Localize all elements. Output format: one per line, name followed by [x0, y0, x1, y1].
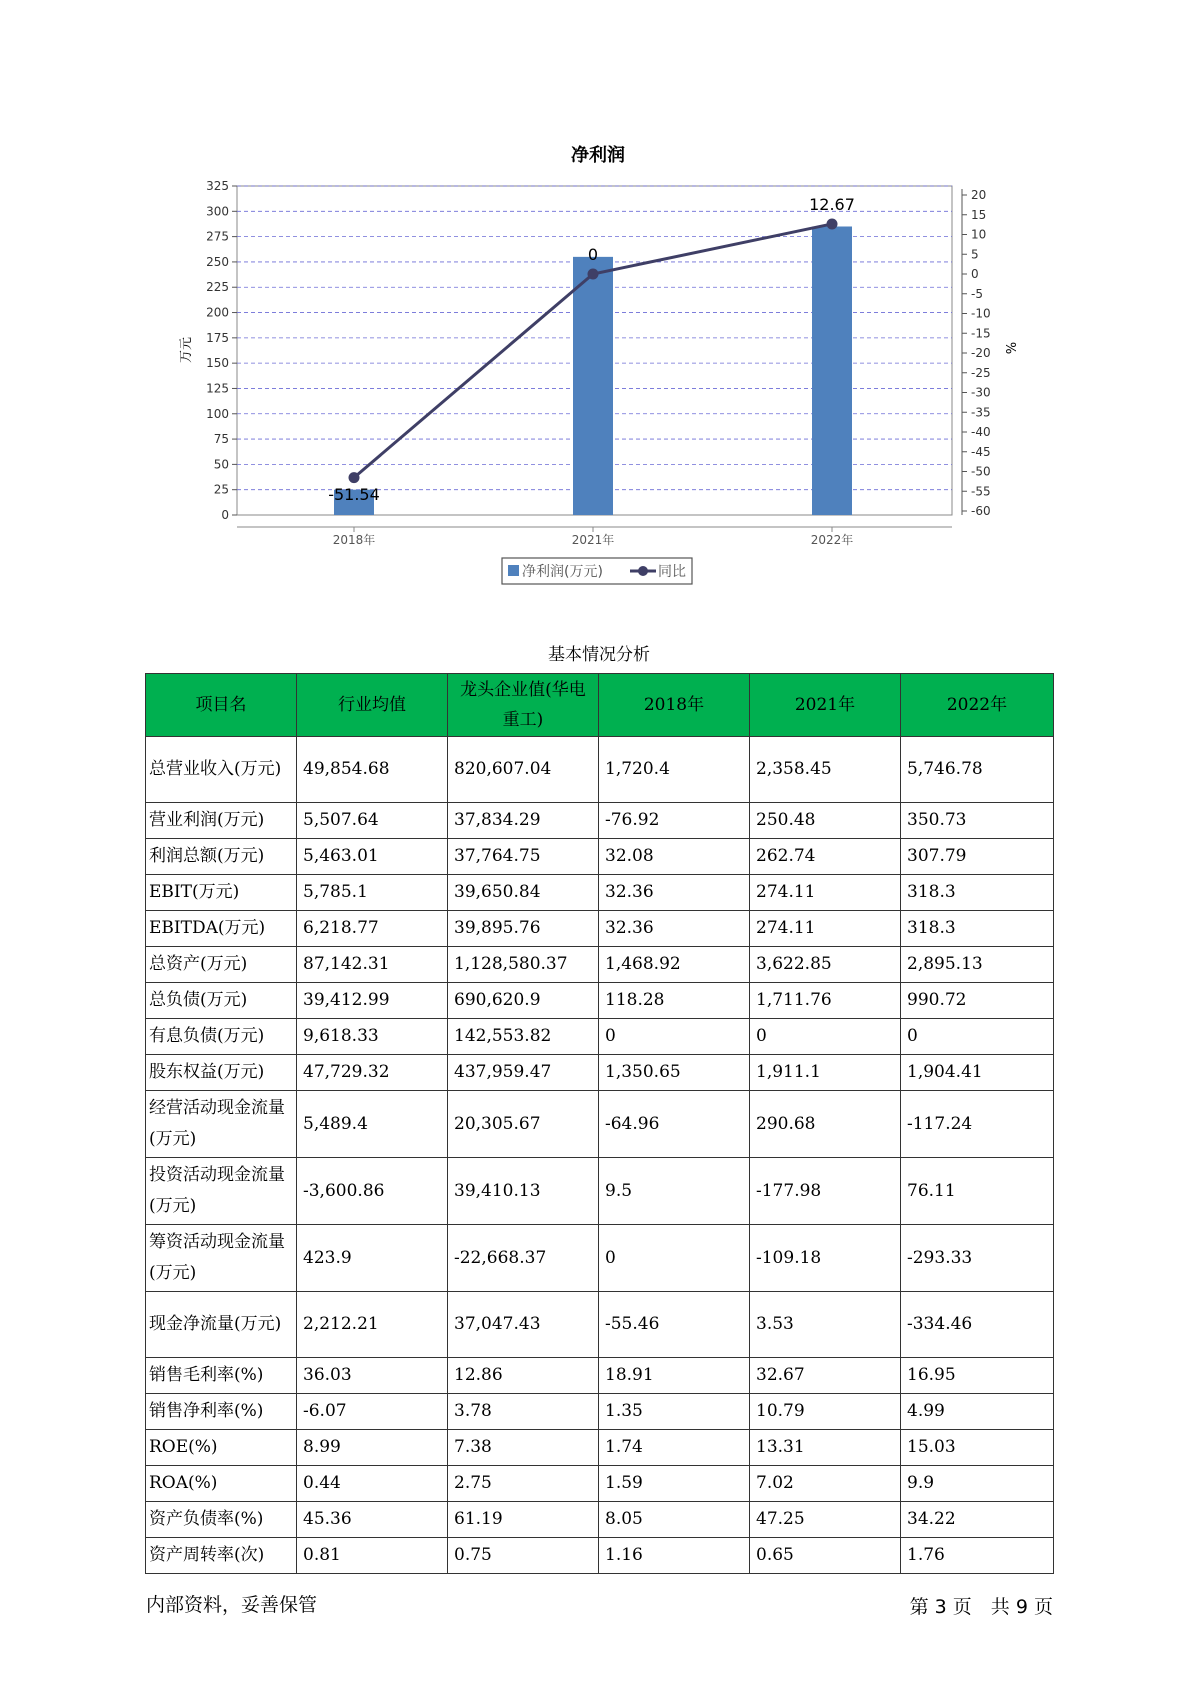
y-left-tick-label: 100: [206, 406, 229, 421]
table-row: [146, 875, 1054, 911]
row-value: 36.03: [297, 1358, 448, 1394]
row-value: 15.03: [901, 1430, 1054, 1466]
row-value: 2,895.13: [901, 947, 1054, 983]
y-left-tick-label: 225: [206, 280, 229, 295]
table-row: [146, 1091, 1054, 1158]
row-value: 47.25: [750, 1502, 901, 1538]
y-right-tick-label: -5: [971, 286, 983, 301]
y-right-tick-label: -45: [971, 444, 991, 459]
y-right-tick-label: -60: [971, 504, 991, 518]
y-right-tick-label: 0: [971, 267, 979, 281]
row-value: 350.73: [901, 803, 1054, 839]
row-value: -334.46: [901, 1292, 1054, 1358]
table-row: [146, 1158, 1054, 1225]
y-left-tick-label: 75: [213, 432, 229, 447]
row-value: 1,128,580.37: [448, 947, 599, 983]
row-value: 47,729.32: [297, 1055, 448, 1091]
row-value: 9,618.33: [297, 1019, 448, 1055]
row-value: 820,607.04: [448, 737, 599, 803]
x-tick-label: 2022年: [810, 533, 854, 547]
row-value: -109.18: [750, 1225, 901, 1292]
row-value: 37,764.75: [448, 839, 599, 875]
row-value: 32.67: [750, 1358, 901, 1394]
header-item-name: 项目名: [146, 674, 297, 737]
table-caption: 基本情况分析: [548, 645, 650, 665]
row-value: 32.36: [599, 911, 750, 947]
x-tick-label: 2021年: [571, 533, 615, 547]
table-header-row: [146, 674, 1054, 737]
row-value: 1.76: [901, 1538, 1054, 1574]
row-value: -177.98: [750, 1158, 901, 1225]
yoy-point: [349, 472, 360, 483]
y-right-tick-label: 10: [971, 227, 987, 242]
row-value: 1,911.1: [750, 1055, 901, 1091]
y-left-tick-label: 275: [206, 229, 229, 244]
row-value: 0.81: [297, 1538, 448, 1574]
header-2018: 2018年: [599, 674, 750, 737]
row-value: 10.79: [750, 1394, 901, 1430]
row-value: 3.53: [750, 1292, 901, 1358]
table-row: [146, 1019, 1054, 1055]
row-value: 37,047.43: [448, 1292, 599, 1358]
row-value: 2.75: [448, 1466, 599, 1502]
row-value: 3.78: [448, 1394, 599, 1430]
table-row: [146, 1502, 1054, 1538]
footer-page-suffix: 页: [1033, 1596, 1053, 1618]
y-right-tick-label: 15: [971, 207, 987, 222]
row-label: 总负债(万元): [146, 983, 297, 1019]
y-right-tick-label: -20: [971, 346, 991, 360]
row-value: 250.48: [750, 803, 901, 839]
table-row: [146, 1055, 1054, 1091]
row-value: 0.44: [297, 1466, 448, 1502]
row-value: 34.22: [901, 1502, 1054, 1538]
row-value: 6,218.77: [297, 911, 448, 947]
row-value: 9.9: [901, 1466, 1054, 1502]
table-row: [146, 839, 1054, 875]
y-left-tick-label: 325: [206, 179, 229, 193]
legend-line-label: 同比: [658, 564, 686, 580]
row-label: 现金净流量(万元): [146, 1292, 297, 1358]
row-value: 274.11: [750, 875, 901, 911]
row-value: 1.74: [599, 1430, 750, 1466]
row-value: 3,622.85: [750, 947, 901, 983]
table-row: [146, 803, 1054, 839]
row-value: 0: [599, 1019, 750, 1055]
row-value: 5,489.4: [297, 1091, 448, 1158]
row-label: 经营活动现金流量(万元): [146, 1091, 297, 1158]
row-value: -117.24: [901, 1091, 1054, 1158]
row-label: EBITDA(万元): [146, 911, 297, 947]
row-label: EBIT(万元): [146, 875, 297, 911]
y-right-tick-label: -25: [971, 365, 991, 380]
row-value: 8.05: [599, 1502, 750, 1538]
footer-page-mid: 页 共: [952, 1596, 1010, 1618]
row-value: -3,600.86: [297, 1158, 448, 1225]
row-label: ROA(%): [146, 1466, 297, 1502]
row-value: 37,834.29: [448, 803, 599, 839]
row-value: 0: [901, 1019, 1054, 1055]
row-value: 437,959.47: [448, 1055, 599, 1091]
row-value: 990.72: [901, 983, 1054, 1019]
row-value: 142,553.82: [448, 1019, 599, 1055]
bar: [812, 226, 852, 515]
row-value: 49,854.68: [297, 737, 448, 803]
row-value: 8.99: [297, 1430, 448, 1466]
row-value: 0.65: [750, 1538, 901, 1574]
row-value: 20,305.67: [448, 1091, 599, 1158]
y-left-tick-label: 250: [206, 254, 229, 269]
row-label: ROE(%): [146, 1430, 297, 1466]
row-value: 118.28: [599, 983, 750, 1019]
row-value: 290.68: [750, 1091, 901, 1158]
bar: [573, 257, 613, 515]
row-value: 61.19: [448, 1502, 599, 1538]
row-value: 1,904.41: [901, 1055, 1054, 1091]
yoy-data-label: -51.54: [328, 485, 380, 504]
row-value: 39,412.99: [297, 983, 448, 1019]
yoy-point: [827, 218, 838, 229]
table-body: [146, 737, 1054, 1574]
y-left-tick-label: 300: [206, 204, 229, 219]
row-value: 87,142.31: [297, 947, 448, 983]
yoy-data-label: 0: [587, 245, 599, 264]
row-value: 12.86: [448, 1358, 599, 1394]
footer-current-page: 3: [934, 1596, 947, 1618]
x-tick-label: 2018年: [332, 533, 376, 547]
row-label: 资产周转率(次): [146, 1538, 297, 1574]
row-value: -64.96: [599, 1091, 750, 1158]
row-value: 274.11: [750, 911, 901, 947]
row-value: 0.75: [448, 1538, 599, 1574]
row-value: 423.9: [297, 1225, 448, 1292]
y-left-tick-label: 50: [213, 457, 229, 472]
y-right-tick-label: -15: [971, 326, 991, 341]
row-value: 4.99: [901, 1394, 1054, 1430]
y-left-axis-label: 万元: [179, 336, 194, 364]
y-right-tick-label: -40: [971, 425, 991, 439]
row-value: 32.36: [599, 875, 750, 911]
row-value: 2,358.45: [750, 737, 901, 803]
table-row: [146, 1292, 1054, 1358]
table-row: [146, 1466, 1054, 1502]
row-label: 资产负债率(%): [146, 1502, 297, 1538]
row-label: 营业利润(万元): [146, 803, 297, 839]
row-value: 13.31: [750, 1430, 901, 1466]
footer-page-prefix: 第: [909, 1596, 929, 1618]
row-value: 1.59: [599, 1466, 750, 1502]
row-value: 16.95: [901, 1358, 1054, 1394]
y-right-tick-label: -55: [971, 484, 991, 499]
yoy-point: [588, 269, 599, 280]
y-left-tick-label: 175: [206, 330, 229, 345]
row-value: 262.74: [750, 839, 901, 875]
net-profit-chart: [0, 0, 1191, 600]
row-label: 投资活动现金流量(万元): [146, 1158, 297, 1225]
legend-bar-swatch: [508, 565, 519, 576]
chart-title: 净利润: [571, 145, 625, 166]
legend-bar-label: 净利润(万元): [522, 564, 603, 580]
y-left-tick-label: 150: [206, 356, 229, 371]
table-row: [146, 983, 1054, 1019]
row-value: 1,350.65: [599, 1055, 750, 1091]
y-right-tick-label: 5: [971, 247, 979, 262]
row-value: 5,785.1: [297, 875, 448, 911]
y-left-tick-label: 25: [213, 482, 229, 497]
row-value: 76.11: [901, 1158, 1054, 1225]
row-value: 5,746.78: [901, 737, 1054, 803]
table-row: [146, 911, 1054, 947]
row-value: 2,212.21: [297, 1292, 448, 1358]
table-row: [146, 947, 1054, 983]
row-value: 7.02: [750, 1466, 901, 1502]
row-value: -76.92: [599, 803, 750, 839]
row-value: -6.07: [297, 1394, 448, 1430]
row-value: -55.46: [599, 1292, 750, 1358]
y-left-tick-label: 200: [206, 305, 229, 320]
y-right-axis-label: %: [1002, 341, 1017, 355]
footer-page-number: [910, 1592, 1053, 1619]
table-row: [146, 1358, 1054, 1394]
y-right-tick-label: 20: [971, 188, 987, 202]
header-industry-avg: 行业均值: [297, 674, 448, 737]
row-value: 45.36: [297, 1502, 448, 1538]
row-value: 307.79: [901, 839, 1054, 875]
row-value: 32.08: [599, 839, 750, 875]
row-value: -22,668.37: [448, 1225, 599, 1292]
row-label: 有息负债(万元): [146, 1019, 297, 1055]
row-value: 690,620.9: [448, 983, 599, 1019]
table-row: [146, 1430, 1054, 1466]
table-row: [146, 737, 1054, 803]
table-row: [146, 1225, 1054, 1292]
y-right-tick-label: -10: [971, 306, 991, 321]
row-value: 39,410.13: [448, 1158, 599, 1225]
header-2021: 2021年: [750, 674, 901, 737]
row-value: 1.16: [599, 1538, 750, 1574]
table-row: [146, 1394, 1054, 1430]
row-value: 0: [599, 1225, 750, 1292]
row-value: 18.91: [599, 1358, 750, 1394]
row-label: 筹资活动现金流量(万元): [146, 1225, 297, 1292]
row-value: 5,463.01: [297, 839, 448, 875]
row-label: 总营业收入(万元): [146, 737, 297, 803]
row-value: 1,468.92: [599, 947, 750, 983]
y-left-tick-label: 125: [206, 381, 229, 396]
y-right-tick-label: -30: [971, 385, 991, 400]
row-value: 318.3: [901, 911, 1054, 947]
row-value: 1,720.4: [599, 737, 750, 803]
row-value: 39,650.84: [448, 875, 599, 911]
row-label: 销售净利率(%): [146, 1394, 297, 1430]
legend-line-marker: [638, 566, 648, 576]
row-value: 318.3: [901, 875, 1054, 911]
row-value: 39,895.76: [448, 911, 599, 947]
footer-total-pages: 9: [1015, 1596, 1028, 1618]
yoy-data-label: 12.67: [809, 195, 855, 214]
row-value: -293.33: [901, 1225, 1054, 1292]
y-right-tick-label: -50: [971, 464, 991, 479]
row-label: 总资产(万元): [146, 947, 297, 983]
table-row: [146, 1538, 1054, 1574]
y-right-tick-label: -35: [971, 405, 991, 420]
row-value: 1,711.76: [750, 983, 901, 1019]
row-value: 1.35: [599, 1394, 750, 1430]
basic-analysis-table: [145, 673, 1054, 1574]
row-label: 股东权益(万元): [146, 1055, 297, 1091]
row-value: 7.38: [448, 1430, 599, 1466]
header-leader-value: 龙头企业值(华电重工): [448, 674, 599, 737]
footer-confidential-note: 内部资料，妥善保管: [146, 1594, 318, 1616]
row-label: 利润总额(万元): [146, 839, 297, 875]
header-2022: 2022年: [901, 674, 1054, 737]
row-value: 9.5: [599, 1158, 750, 1225]
row-value: 5,507.64: [297, 803, 448, 839]
row-value: 0: [750, 1019, 901, 1055]
row-label: 销售毛利率(%): [146, 1358, 297, 1394]
y-left-tick-label: 0: [221, 508, 229, 522]
